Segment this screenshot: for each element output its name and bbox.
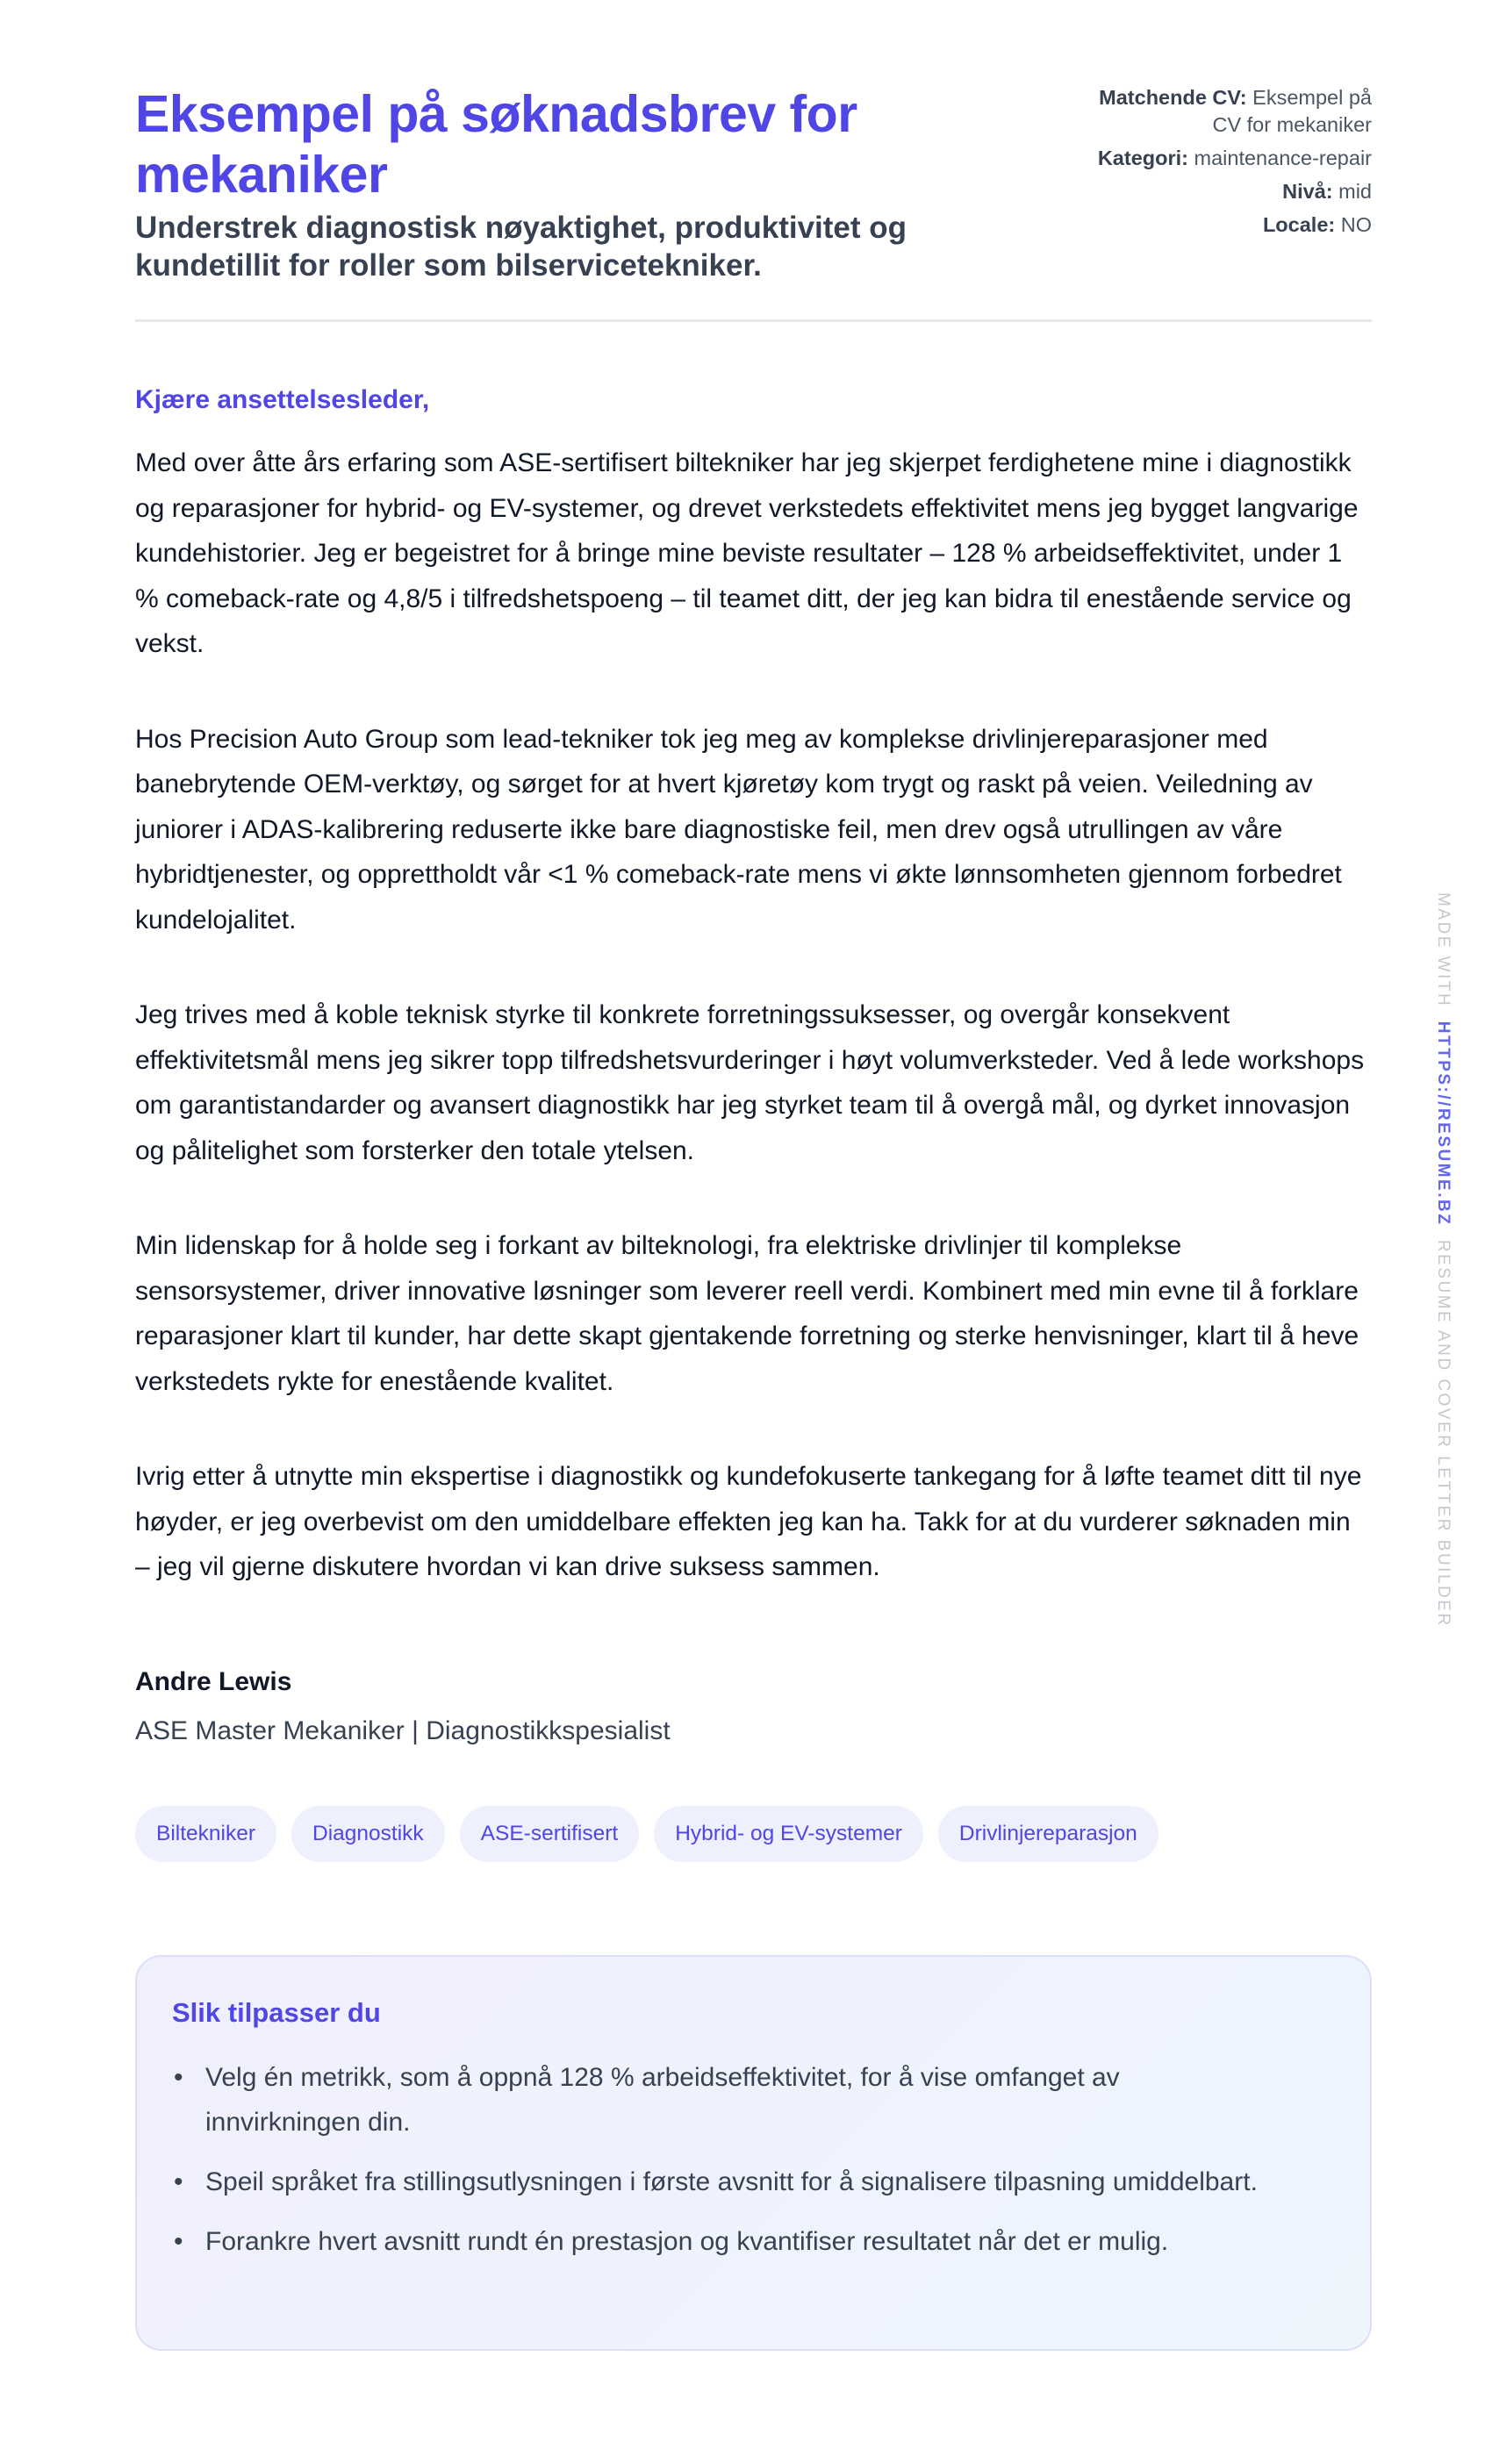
- meta-category: [1082, 145, 1372, 172]
- page-subtitle: Understrek diagnostisk nøyaktighet, produktivitet og kundetillit for roller som bilservicetekniker.: [135, 211, 907, 283]
- letter-paragraph: Med over åtte års erfaring som ASE-sertifisert biltekniker har jeg skjerpet ferdighetene mine i diagnostikk og reparasjoner for hybrid- og EV-systemer, og drevet verkstedets effektivitet mens jeg bygget langvarige kundehistorier. Jeg er begeistret for å bringe mine beviste resultater – 128 % arbeidseffektivitet, under 1 % comeback-rate og 4,8/5 i tilfredshetspoeng – til teamet ditt, der jeg kan bidra til enestående service og vekst.: [135, 448, 1359, 658]
- meta-label: Kategori:: [1097, 147, 1188, 169]
- cover-letter-page: [135, 0, 1372, 2351]
- tag: Hybrid- og EV-systemer: [654, 1806, 923, 1862]
- meta-info: [1082, 84, 1372, 245]
- page-title: Eksempel på søknadsbrev for mekaniker: [135, 85, 857, 204]
- page-header: [135, 0, 1372, 322]
- meta-label: Locale:: [1262, 213, 1336, 236]
- side-banner-link[interactable]: HTTPS://RESUME.BZ: [1434, 1021, 1453, 1227]
- letter-paragraph: Min lidenskap for å holde seg i forkant av bilteknologi, fra elektriske drivlinjer til komplekse sensorsystemer, driver innovative løsninger som leverer reell verdi. Kombinert med min evne til å forklare reparasjoner klart til kunder, har dette skapt gjentakende forretning og sterke henvisninger, klart til å heve verkstedets rykte for enestående kvalitet.: [135, 1231, 1359, 1396]
- meta-matching-cv: [1082, 84, 1372, 139]
- tag-list: [135, 1806, 1372, 1862]
- signature-title: ASE Master Mekaniker | Diagnostikkspesialist: [135, 1715, 671, 1745]
- meta-label: Matchende CV:: [1099, 86, 1247, 109]
- letter-paragraph: Hos Precision Auto Group som lead-tekniker tok jeg meg av komplekse drivlinjereparasjoner med banebrytende OEM-verktøy, og sørget for at hvert kjøretøy kom trygt og raskt på veien. Veiledning av juniorer i ADAS-kalibrering reduserte ikke bare diagnostiske feil, men drev også utrullingen av våre hybridtjenester, og opprettholdt vår <1 % comeback-rate mens vi økte lønnsomheten gjennom forbedret kundelojalitet.: [135, 724, 1342, 935]
- meta-value: mid: [1338, 180, 1372, 203]
- meta-value-link[interactable]: Eksempel på CV for mekaniker: [1212, 86, 1372, 136]
- letter-paragraph: Jeg trives med å koble teknisk styrke til konkrete forretningssuksesser, og overgår konsekvent effektivitetsmål mens jeg sikrer topp tilfredshetsvurderinger i høyt volumverksteder. Ved å lede workshops om garantistandarder og avansert diagnostikk har jeg styrket team til å overgå mål, og dyrket innovasjon og pålitelighet som forsterker den totale ytelsen.: [135, 1000, 1365, 1165]
- meta-level: [1082, 178, 1372, 205]
- letter-greeting: Kjære ansettelsesleder,: [135, 385, 430, 414]
- meta-value: maintenance-repair: [1194, 147, 1372, 169]
- tips-heading: Slik tilpasser du: [172, 1996, 381, 2028]
- tag: Biltekniker: [135, 1806, 276, 1862]
- tag: Diagnostikk: [291, 1806, 445, 1862]
- tip-item: • Forankre hvert avsnitt rundt én prestasjon og kvantifiser resultatet når det er mulig.: [172, 2219, 1278, 2264]
- tips-list: [172, 2055, 1335, 2264]
- meta-label: Nivå:: [1282, 180, 1333, 203]
- meta-value: NO: [1340, 213, 1372, 236]
- signature-name: Andre Lewis: [135, 1666, 292, 1696]
- meta-locale: [1082, 211, 1372, 239]
- side-banner-suffix: RESUME AND COVER LETTER BUILDER: [1434, 1239, 1453, 1628]
- side-banner: [1433, 892, 1453, 1628]
- tag: Drivlinjereparasjon: [938, 1806, 1158, 1862]
- tips-box: [135, 1955, 1372, 2351]
- tip-item: • Velg én metrikk, som å oppnå 128 % arbeidseffektivitet, for å vise omfanget av innvirkningen din.: [172, 2055, 1278, 2145]
- tag: ASE-sertifisert: [460, 1806, 640, 1862]
- letter-paragraph: Ivrig etter å utnytte min ekspertise i diagnostikk og kundefokuserte tankegang for å løfte teamet ditt til nye høyder, er jeg overbevist om den umiddelbare effekten jeg kan ha. Takk for at du vurderer søknaden min – jeg vil gjerne diskutere hvordan vi kan drive suksess sammen.: [135, 1462, 1362, 1581]
- side-banner-prefix: MADE WITH: [1434, 892, 1453, 1008]
- tip-item: • Speil språket fra stillingsutlysningen i første avsnitt for å signalisere tilpasning umiddelbart.: [172, 2160, 1278, 2204]
